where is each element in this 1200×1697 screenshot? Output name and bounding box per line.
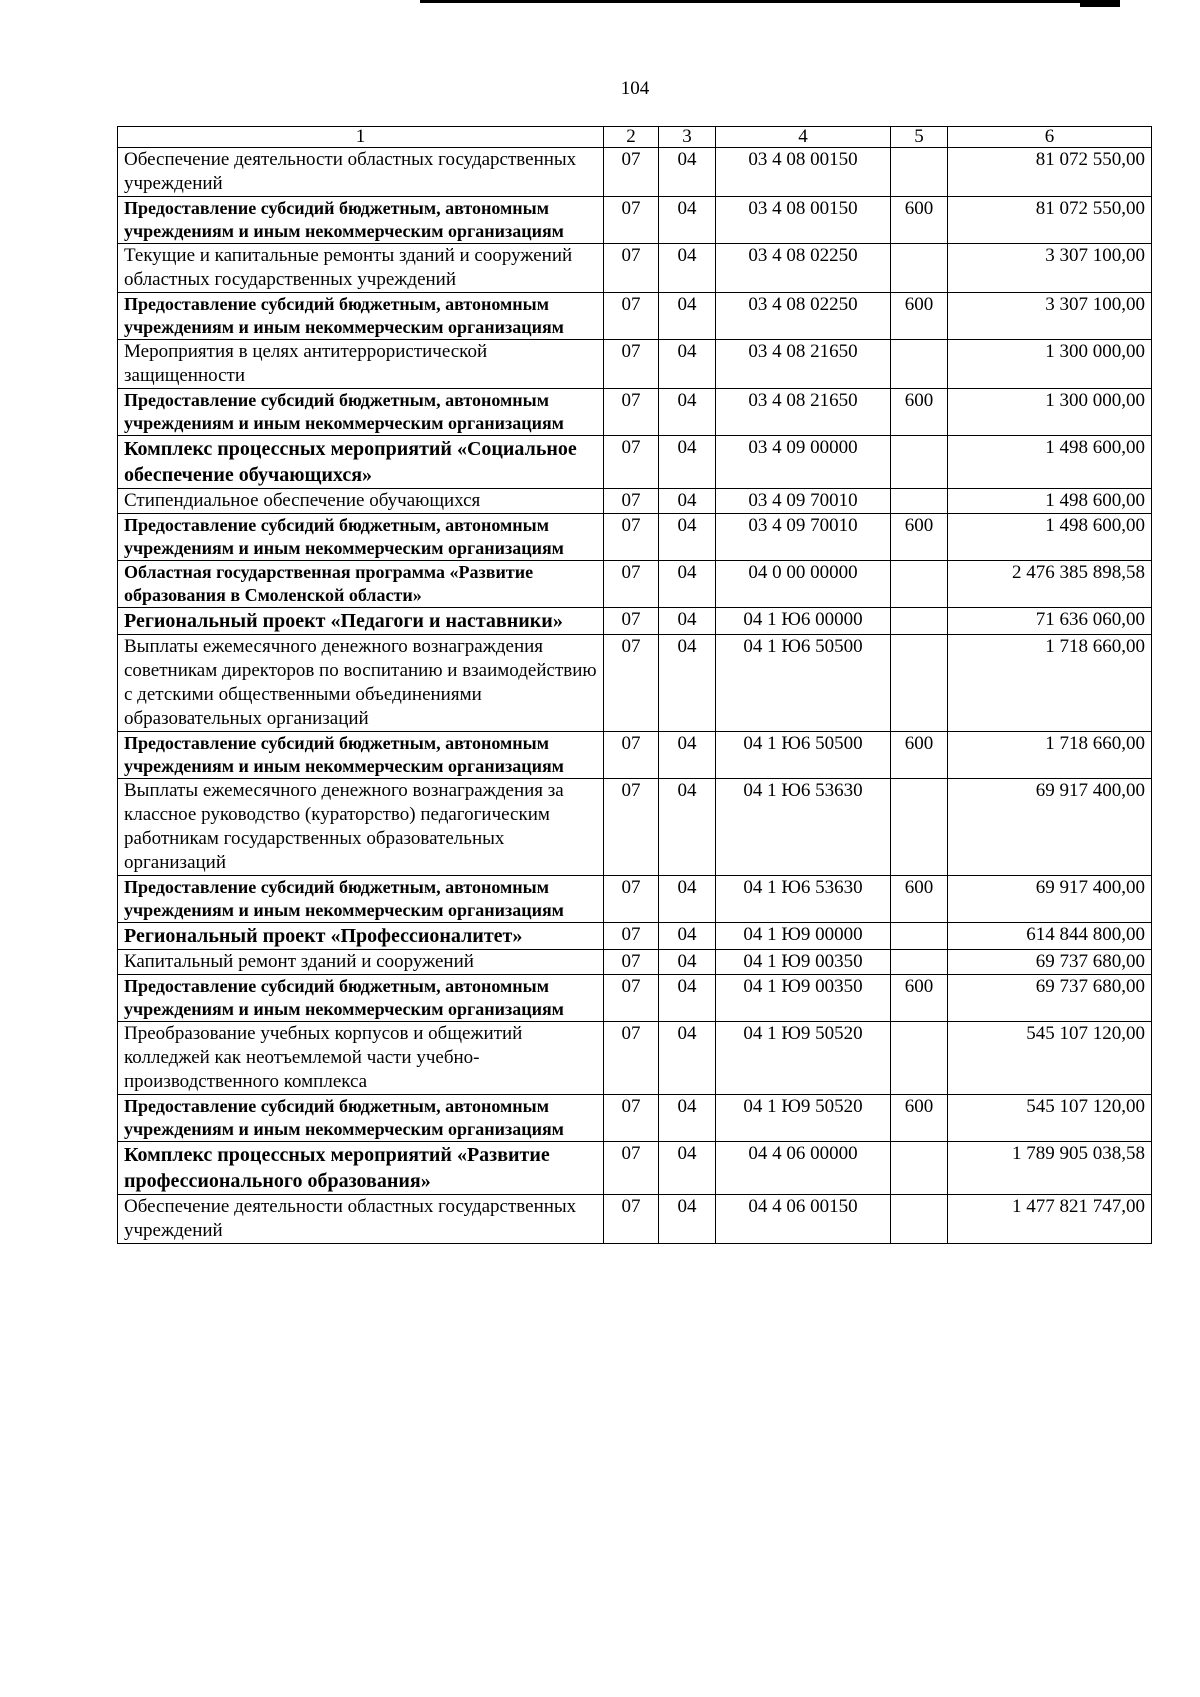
column-header: 4	[716, 127, 891, 148]
row-subsection-cell: 04	[659, 244, 716, 293]
row-section-cell: 07	[604, 876, 659, 923]
row-section-cell: 07	[604, 1142, 659, 1195]
row-expense-type-cell: 600	[891, 1095, 948, 1142]
row-subsection-cell: 04	[659, 1095, 716, 1142]
row-name-cell: Предоставление субсидий бюджетным, автономным учреждениям и иным некоммерческим организациям	[118, 1095, 604, 1142]
row-name-cell: Предоставление субсидий бюджетным, автономным учреждениям и иным некоммерческим организациям	[118, 293, 604, 340]
row-name-cell: Предоставление субсидий бюджетным, автономным учреждениям и иным некоммерческим организациям	[118, 876, 604, 923]
row-expense-type-cell	[891, 1022, 948, 1095]
row-subsection-cell: 04	[659, 779, 716, 876]
row-subsection-cell: 04	[659, 1142, 716, 1195]
row-amount-cell: 1 498 600,00	[948, 436, 1152, 489]
row-section-cell: 07	[604, 293, 659, 340]
row-amount-cell: 3 307 100,00	[948, 244, 1152, 293]
row-target-code-cell: 04 1 Ю6 50500	[716, 732, 891, 779]
row-name-cell: Региональный проект «Педагоги и наставники»	[118, 608, 604, 635]
row-name-cell: Мероприятия в целях антитеррористической защищенности	[118, 340, 604, 389]
row-expense-type-cell	[891, 436, 948, 489]
row-expense-type-cell: 600	[891, 389, 948, 436]
row-expense-type-cell: 600	[891, 975, 948, 1022]
row-name-cell: Комплекс процессных мероприятий «Развитие профессионального образования»	[118, 1142, 604, 1195]
row-section-cell: 07	[604, 1022, 659, 1095]
row-name-cell: Предоставление субсидий бюджетным, автономным учреждениям и иным некоммерческим организациям	[118, 732, 604, 779]
row-expense-type-cell	[891, 923, 948, 950]
row-expense-type-cell	[891, 1195, 948, 1244]
row-amount-cell: 71 636 060,00	[948, 608, 1152, 635]
row-subsection-cell: 04	[659, 876, 716, 923]
table-row	[118, 950, 1152, 975]
row-subsection-cell: 04	[659, 950, 716, 975]
row-amount-cell: 69 737 680,00	[948, 975, 1152, 1022]
row-target-code-cell: 03 4 08 02250	[716, 293, 891, 340]
row-target-code-cell: 03 4 08 00150	[716, 197, 891, 244]
row-name-cell: Преобразование учебных корпусов и общежитий колледжей как неотъемлемой части учебно-производственного комплекса	[118, 1022, 604, 1095]
row-name-cell: Региональный проект «Профессионалитет»	[118, 923, 604, 950]
row-expense-type-cell	[891, 608, 948, 635]
row-section-cell: 07	[604, 635, 659, 732]
table-row	[118, 436, 1152, 489]
row-amount-cell: 81 072 550,00	[948, 148, 1152, 197]
table-row	[118, 293, 1152, 340]
row-expense-type-cell	[891, 489, 948, 514]
row-section-cell: 07	[604, 608, 659, 635]
row-name-cell: Стипендиальное обеспечение обучающихся	[118, 489, 604, 514]
row-target-code-cell: 03 4 09 00000	[716, 436, 891, 489]
row-amount-cell: 69 917 400,00	[948, 876, 1152, 923]
table-row	[118, 635, 1152, 732]
table-row	[118, 1095, 1152, 1142]
row-name-cell: Обеспечение деятельности областных государственных учреждений	[118, 1195, 604, 1244]
row-subsection-cell: 04	[659, 514, 716, 561]
row-expense-type-cell	[891, 950, 948, 975]
row-subsection-cell: 04	[659, 923, 716, 950]
column-header: 3	[659, 127, 716, 148]
row-expense-type-cell	[891, 561, 948, 608]
row-subsection-cell: 04	[659, 436, 716, 489]
row-name-cell: Обеспечение деятельности областных государственных учреждений	[118, 148, 604, 197]
row-target-code-cell: 04 1 Ю9 00000	[716, 923, 891, 950]
table-row	[118, 340, 1152, 389]
row-subsection-cell: 04	[659, 975, 716, 1022]
row-subsection-cell: 04	[659, 197, 716, 244]
row-section-cell: 07	[604, 489, 659, 514]
row-expense-type-cell	[891, 1142, 948, 1195]
row-expense-type-cell	[891, 635, 948, 732]
row-target-code-cell: 04 1 Ю9 50520	[716, 1095, 891, 1142]
budget-table	[117, 126, 1152, 1244]
row-section-cell: 07	[604, 389, 659, 436]
page-number: 104	[620, 78, 650, 99]
row-amount-cell: 2 476 385 898,58	[948, 561, 1152, 608]
row-name-cell: Комплекс процессных мероприятий «Социальное обеспечение обучающихся»	[118, 436, 604, 489]
table-body	[118, 148, 1152, 1244]
table-row	[118, 975, 1152, 1022]
row-expense-type-cell: 600	[891, 876, 948, 923]
row-amount-cell: 545 107 120,00	[948, 1095, 1152, 1142]
table-row	[118, 923, 1152, 950]
row-amount-cell: 1 789 905 038,58	[948, 1142, 1152, 1195]
row-amount-cell: 1 498 600,00	[948, 489, 1152, 514]
row-target-code-cell: 04 4 06 00000	[716, 1142, 891, 1195]
row-section-cell: 07	[604, 244, 659, 293]
row-target-code-cell: 03 4 09 70010	[716, 489, 891, 514]
table-row	[118, 561, 1152, 608]
table-row	[118, 244, 1152, 293]
row-target-code-cell: 04 1 Ю6 00000	[716, 608, 891, 635]
row-target-code-cell: 04 1 Ю9 50520	[716, 1022, 891, 1095]
row-expense-type-cell	[891, 244, 948, 293]
row-section-cell: 07	[604, 732, 659, 779]
row-subsection-cell: 04	[659, 1195, 716, 1244]
row-subsection-cell: 04	[659, 732, 716, 779]
row-amount-cell: 614 844 800,00	[948, 923, 1152, 950]
row-amount-cell: 1 498 600,00	[948, 514, 1152, 561]
row-expense-type-cell: 600	[891, 197, 948, 244]
row-target-code-cell: 04 0 00 00000	[716, 561, 891, 608]
column-header: 2	[604, 127, 659, 148]
table-row	[118, 732, 1152, 779]
row-amount-cell: 81 072 550,00	[948, 197, 1152, 244]
table-row	[118, 1195, 1152, 1244]
row-amount-cell: 3 307 100,00	[948, 293, 1152, 340]
table-row	[118, 876, 1152, 923]
row-target-code-cell: 04 4 06 00150	[716, 1195, 891, 1244]
row-expense-type-cell: 600	[891, 514, 948, 561]
table-row	[118, 148, 1152, 197]
table-row	[118, 197, 1152, 244]
row-amount-cell: 1 718 660,00	[948, 732, 1152, 779]
row-target-code-cell: 03 4 08 02250	[716, 244, 891, 293]
row-subsection-cell: 04	[659, 148, 716, 197]
row-target-code-cell: 04 1 Ю6 53630	[716, 779, 891, 876]
row-section-cell: 07	[604, 779, 659, 876]
row-expense-type-cell	[891, 148, 948, 197]
row-target-code-cell: 03 4 08 21650	[716, 389, 891, 436]
row-section-cell: 07	[604, 197, 659, 244]
row-subsection-cell: 04	[659, 608, 716, 635]
row-name-cell: Выплаты ежемесячного денежного вознаграждения за классное руководство (кураторство) педагогическим работникам государственных образовательных организаций	[118, 779, 604, 876]
row-name-cell: Предоставление субсидий бюджетным, автономным учреждениям и иным некоммерческим организациям	[118, 514, 604, 561]
row-subsection-cell: 04	[659, 1022, 716, 1095]
row-amount-cell: 69 737 680,00	[948, 950, 1152, 975]
row-section-cell: 07	[604, 975, 659, 1022]
scan-edge-mark	[1080, 0, 1120, 7]
row-section-cell: 07	[604, 340, 659, 389]
row-section-cell: 07	[604, 1095, 659, 1142]
row-section-cell: 07	[604, 561, 659, 608]
row-section-cell: 07	[604, 923, 659, 950]
row-name-cell: Текущие и капитальные ремонты зданий и сооружений областных государственных учреждений	[118, 244, 604, 293]
row-section-cell: 07	[604, 514, 659, 561]
row-target-code-cell: 04 1 Ю6 50500	[716, 635, 891, 732]
row-subsection-cell: 04	[659, 635, 716, 732]
row-name-cell: Предоставление субсидий бюджетным, автономным учреждениям и иным некоммерческим организациям	[118, 197, 604, 244]
row-subsection-cell: 04	[659, 293, 716, 340]
row-name-cell: Выплаты ежемесячного денежного вознаграждения советникам директоров по воспитанию и взаимодействию с детскими общественными объединениями образовательных организаций	[118, 635, 604, 732]
column-header: 1	[118, 127, 604, 148]
column-header: 5	[891, 127, 948, 148]
row-expense-type-cell: 600	[891, 732, 948, 779]
row-section-cell: 07	[604, 436, 659, 489]
row-expense-type-cell	[891, 340, 948, 389]
row-expense-type-cell	[891, 779, 948, 876]
row-amount-cell: 1 300 000,00	[948, 340, 1152, 389]
column-header: 6	[948, 127, 1152, 148]
table-row	[118, 389, 1152, 436]
row-subsection-cell: 04	[659, 489, 716, 514]
table-row	[118, 1022, 1152, 1095]
row-name-cell: Предоставление субсидий бюджетным, автономным учреждениям и иным некоммерческим организациям	[118, 975, 604, 1022]
row-target-code-cell: 04 1 Ю9 00350	[716, 975, 891, 1022]
row-target-code-cell: 04 1 Ю6 53630	[716, 876, 891, 923]
row-subsection-cell: 04	[659, 340, 716, 389]
row-amount-cell: 69 917 400,00	[948, 779, 1152, 876]
table-header-row	[118, 127, 1152, 148]
row-amount-cell: 1 718 660,00	[948, 635, 1152, 732]
row-name-cell: Областная государственная программа «Развитие образования в Смоленской области»	[118, 561, 604, 608]
row-target-code-cell: 03 4 08 00150	[716, 148, 891, 197]
row-section-cell: 07	[604, 1195, 659, 1244]
row-target-code-cell: 03 4 09 70010	[716, 514, 891, 561]
table-row	[118, 608, 1152, 635]
table-row	[118, 779, 1152, 876]
row-section-cell: 07	[604, 148, 659, 197]
row-expense-type-cell: 600	[891, 293, 948, 340]
scan-edge-line	[420, 0, 1120, 3]
row-subsection-cell: 04	[659, 389, 716, 436]
row-name-cell: Предоставление субсидий бюджетным, автономным учреждениям и иным некоммерческим организациям	[118, 389, 604, 436]
row-amount-cell: 1 477 821 747,00	[948, 1195, 1152, 1244]
table-row	[118, 1142, 1152, 1195]
row-target-code-cell: 03 4 08 21650	[716, 340, 891, 389]
row-section-cell: 07	[604, 950, 659, 975]
row-target-code-cell: 04 1 Ю9 00350	[716, 950, 891, 975]
row-name-cell: Капитальный ремонт зданий и сооружений	[118, 950, 604, 975]
row-subsection-cell: 04	[659, 561, 716, 608]
row-amount-cell: 1 300 000,00	[948, 389, 1152, 436]
table-row	[118, 514, 1152, 561]
row-amount-cell: 545 107 120,00	[948, 1022, 1152, 1095]
table-row	[118, 489, 1152, 514]
